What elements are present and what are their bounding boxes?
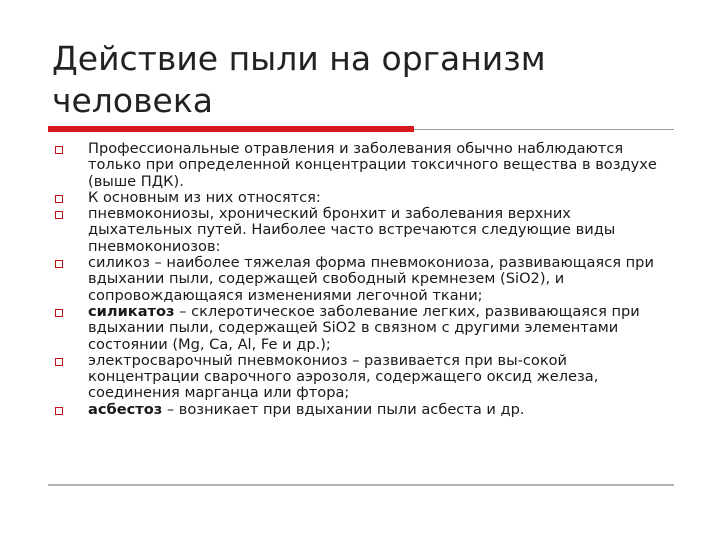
- bullet-text: [88, 254, 654, 304]
- bullet-text: [88, 352, 598, 402]
- list-item: [52, 304, 672, 353]
- title-accent-bar: [48, 126, 414, 132]
- hollow-square-bullet-icon: [55, 260, 63, 268]
- list-item: [52, 190, 672, 206]
- bullet-body: силикоз – наиболее тяжелая форма пневмокониоза, развивающаяся при вдыхании пыли, содержащей свободный кремнезем (SiO2), и сопровождающаяся изменениями легочной ткани;: [88, 254, 654, 304]
- list-item: [52, 206, 672, 255]
- hollow-square-bullet-icon: [55, 211, 63, 219]
- bullet-bold-term: силикатоз: [88, 302, 175, 320]
- bullet-body: электросварочный пневмокониоз – развивается при вы-сокой концентрации сварочного аэрозоля, содержащего оксид железа, соединения марганца или фтора;: [88, 351, 599, 402]
- bullet-body: – возникает при вдыхании пыли асбеста и др.: [162, 400, 525, 418]
- bullet-text: [88, 205, 615, 255]
- bullet-text: [88, 140, 657, 190]
- bullet-bold-term: асбестоз: [88, 400, 163, 418]
- bullet-text: [88, 401, 525, 418]
- bullet-text: [88, 303, 640, 353]
- bullet-body: К основным из них относятся:: [88, 188, 321, 206]
- bottom-divider-line: [48, 484, 674, 486]
- hollow-square-bullet-icon: [55, 309, 63, 317]
- hollow-square-bullet-icon: [55, 358, 63, 366]
- bullet-list: [52, 141, 672, 418]
- bullet-text: [88, 189, 321, 206]
- list-item: [52, 255, 672, 304]
- list-item: [52, 402, 672, 418]
- bullet-body: – склеротическое заболевание легких, развивающаяся при вдыхании пыли, содержащей SiO2 в связном с другими элементами состоянии (Mg, Ca, Al, Fe и др.);: [88, 302, 640, 353]
- hollow-square-bullet-icon: [55, 146, 63, 154]
- bullet-body: пневмокониозы, хронический бронхит и заболевания верхних дыхательных путей. Наиболее часто встречаются следующие виды пневмокониозов:: [88, 205, 616, 255]
- list-item: [52, 353, 672, 402]
- list-item: [52, 141, 672, 190]
- bullet-body: Профессиональные отравления и заболевания обычно наблюдаются только при определенной концентрации токсичного вещества в воздухе (выше ПДК).: [88, 140, 657, 190]
- hollow-square-bullet-icon: [55, 407, 63, 415]
- slide-title: Действие пыли на организм человека: [52, 39, 546, 120]
- hollow-square-bullet-icon: [55, 195, 63, 203]
